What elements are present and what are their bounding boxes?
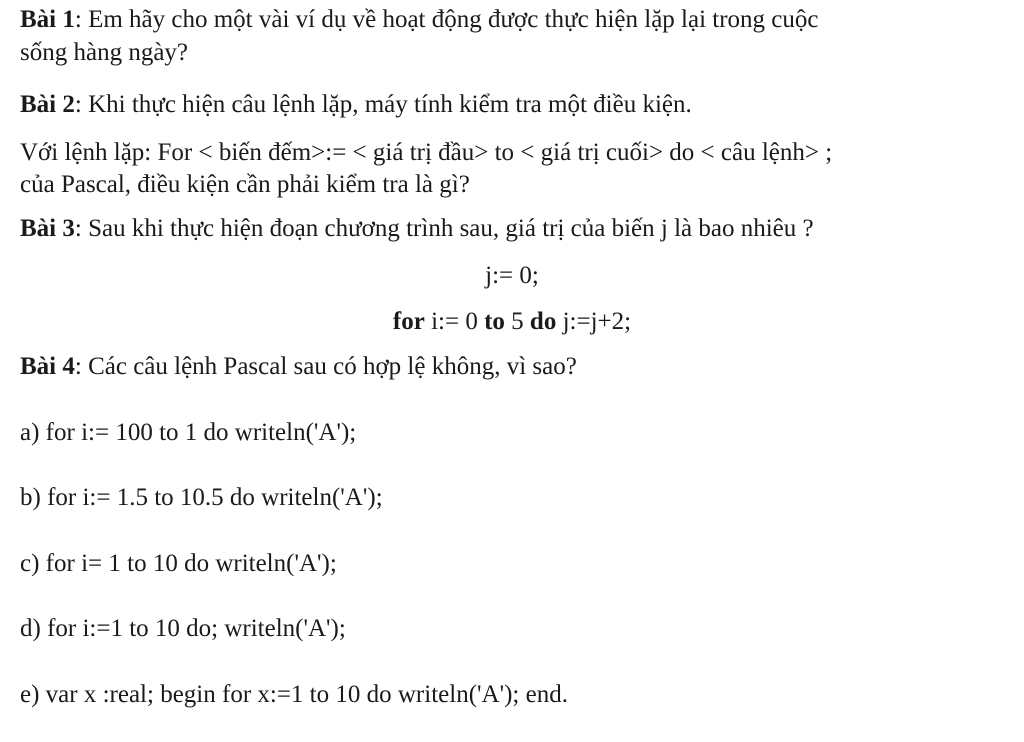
code-kw-to: to — [484, 308, 505, 335]
bai4-text: : Các câu lệnh Pascal sau có hợp lệ không, vì sao? — [74, 353, 577, 380]
code-kw-for: for — [392, 308, 425, 335]
code-part1: i:= 0 — [424, 308, 485, 335]
bai3-code-line1-text: j:= 0; — [485, 262, 539, 289]
code-part3: j:=j+2; — [556, 308, 632, 335]
bai4-line1 — [20, 352, 577, 382]
bai1-text-line2: sống hàng ngày? — [20, 39, 189, 66]
bai4-item-b — [20, 483, 383, 513]
bai4-item-c — [20, 549, 337, 579]
bai1-label: Bài 1 — [20, 6, 75, 33]
bai1-line2 — [20, 38, 188, 68]
bai2-text-line1: : Khi thực hiện câu lệnh lặp, máy tính kiểm tra một điều kiện. — [74, 91, 692, 118]
code-kw-do: do — [529, 308, 557, 335]
bai2-label: Bài 2 — [20, 91, 75, 118]
bai4-item-text: e) var x :real; begin for x:=1 to 10 do writeln('A'); end. — [20, 681, 568, 708]
bai1-text-line1: : Em hãy cho một vài ví dụ về hoạt động được thực hiện lặp lại trong cuộc — [74, 6, 819, 33]
bai2-line2 — [20, 138, 832, 168]
bai3-label: Bài 3 — [20, 215, 75, 242]
bai4-item-text: d) for i:=1 to 10 do; writeln('A'); — [20, 615, 346, 642]
bai3-text: : Sau khi thực hiện đoạn chương trình sau, giá trị của biến j là bao nhiêu ? — [74, 215, 814, 242]
bai4-item-text: c) for i= 1 to 10 do writeln('A'); — [20, 550, 337, 577]
bai2-text-line3: của Pascal, điều kiện cần phải kiểm tra là gì? — [20, 171, 470, 198]
bai4-item-d — [20, 614, 346, 644]
bai4-item-text: a) for i:= 100 to 1 do writeln('A'); — [20, 419, 357, 446]
bai3-line1 — [20, 214, 814, 244]
bai4-item-text: b) for i:= 1.5 to 10.5 do writeln('A'); — [20, 484, 383, 511]
bai3-code-line1 — [0, 261, 1024, 291]
code-part2: 5 — [504, 308, 530, 335]
bai2-line3 — [20, 170, 470, 200]
bai4-item-e — [20, 680, 568, 710]
bai4-item-a — [20, 418, 356, 448]
bai3-code-line2 — [0, 307, 1024, 337]
bai2-text-line2: Với lệnh lặp: For < biến đếm>:= < giá trị đầu> to < giá trị cuối> do < câu lệnh> ; — [20, 139, 833, 166]
bai4-label: Bài 4 — [20, 353, 75, 380]
bai1-line1 — [20, 5, 819, 35]
bai2-line1 — [20, 90, 692, 120]
